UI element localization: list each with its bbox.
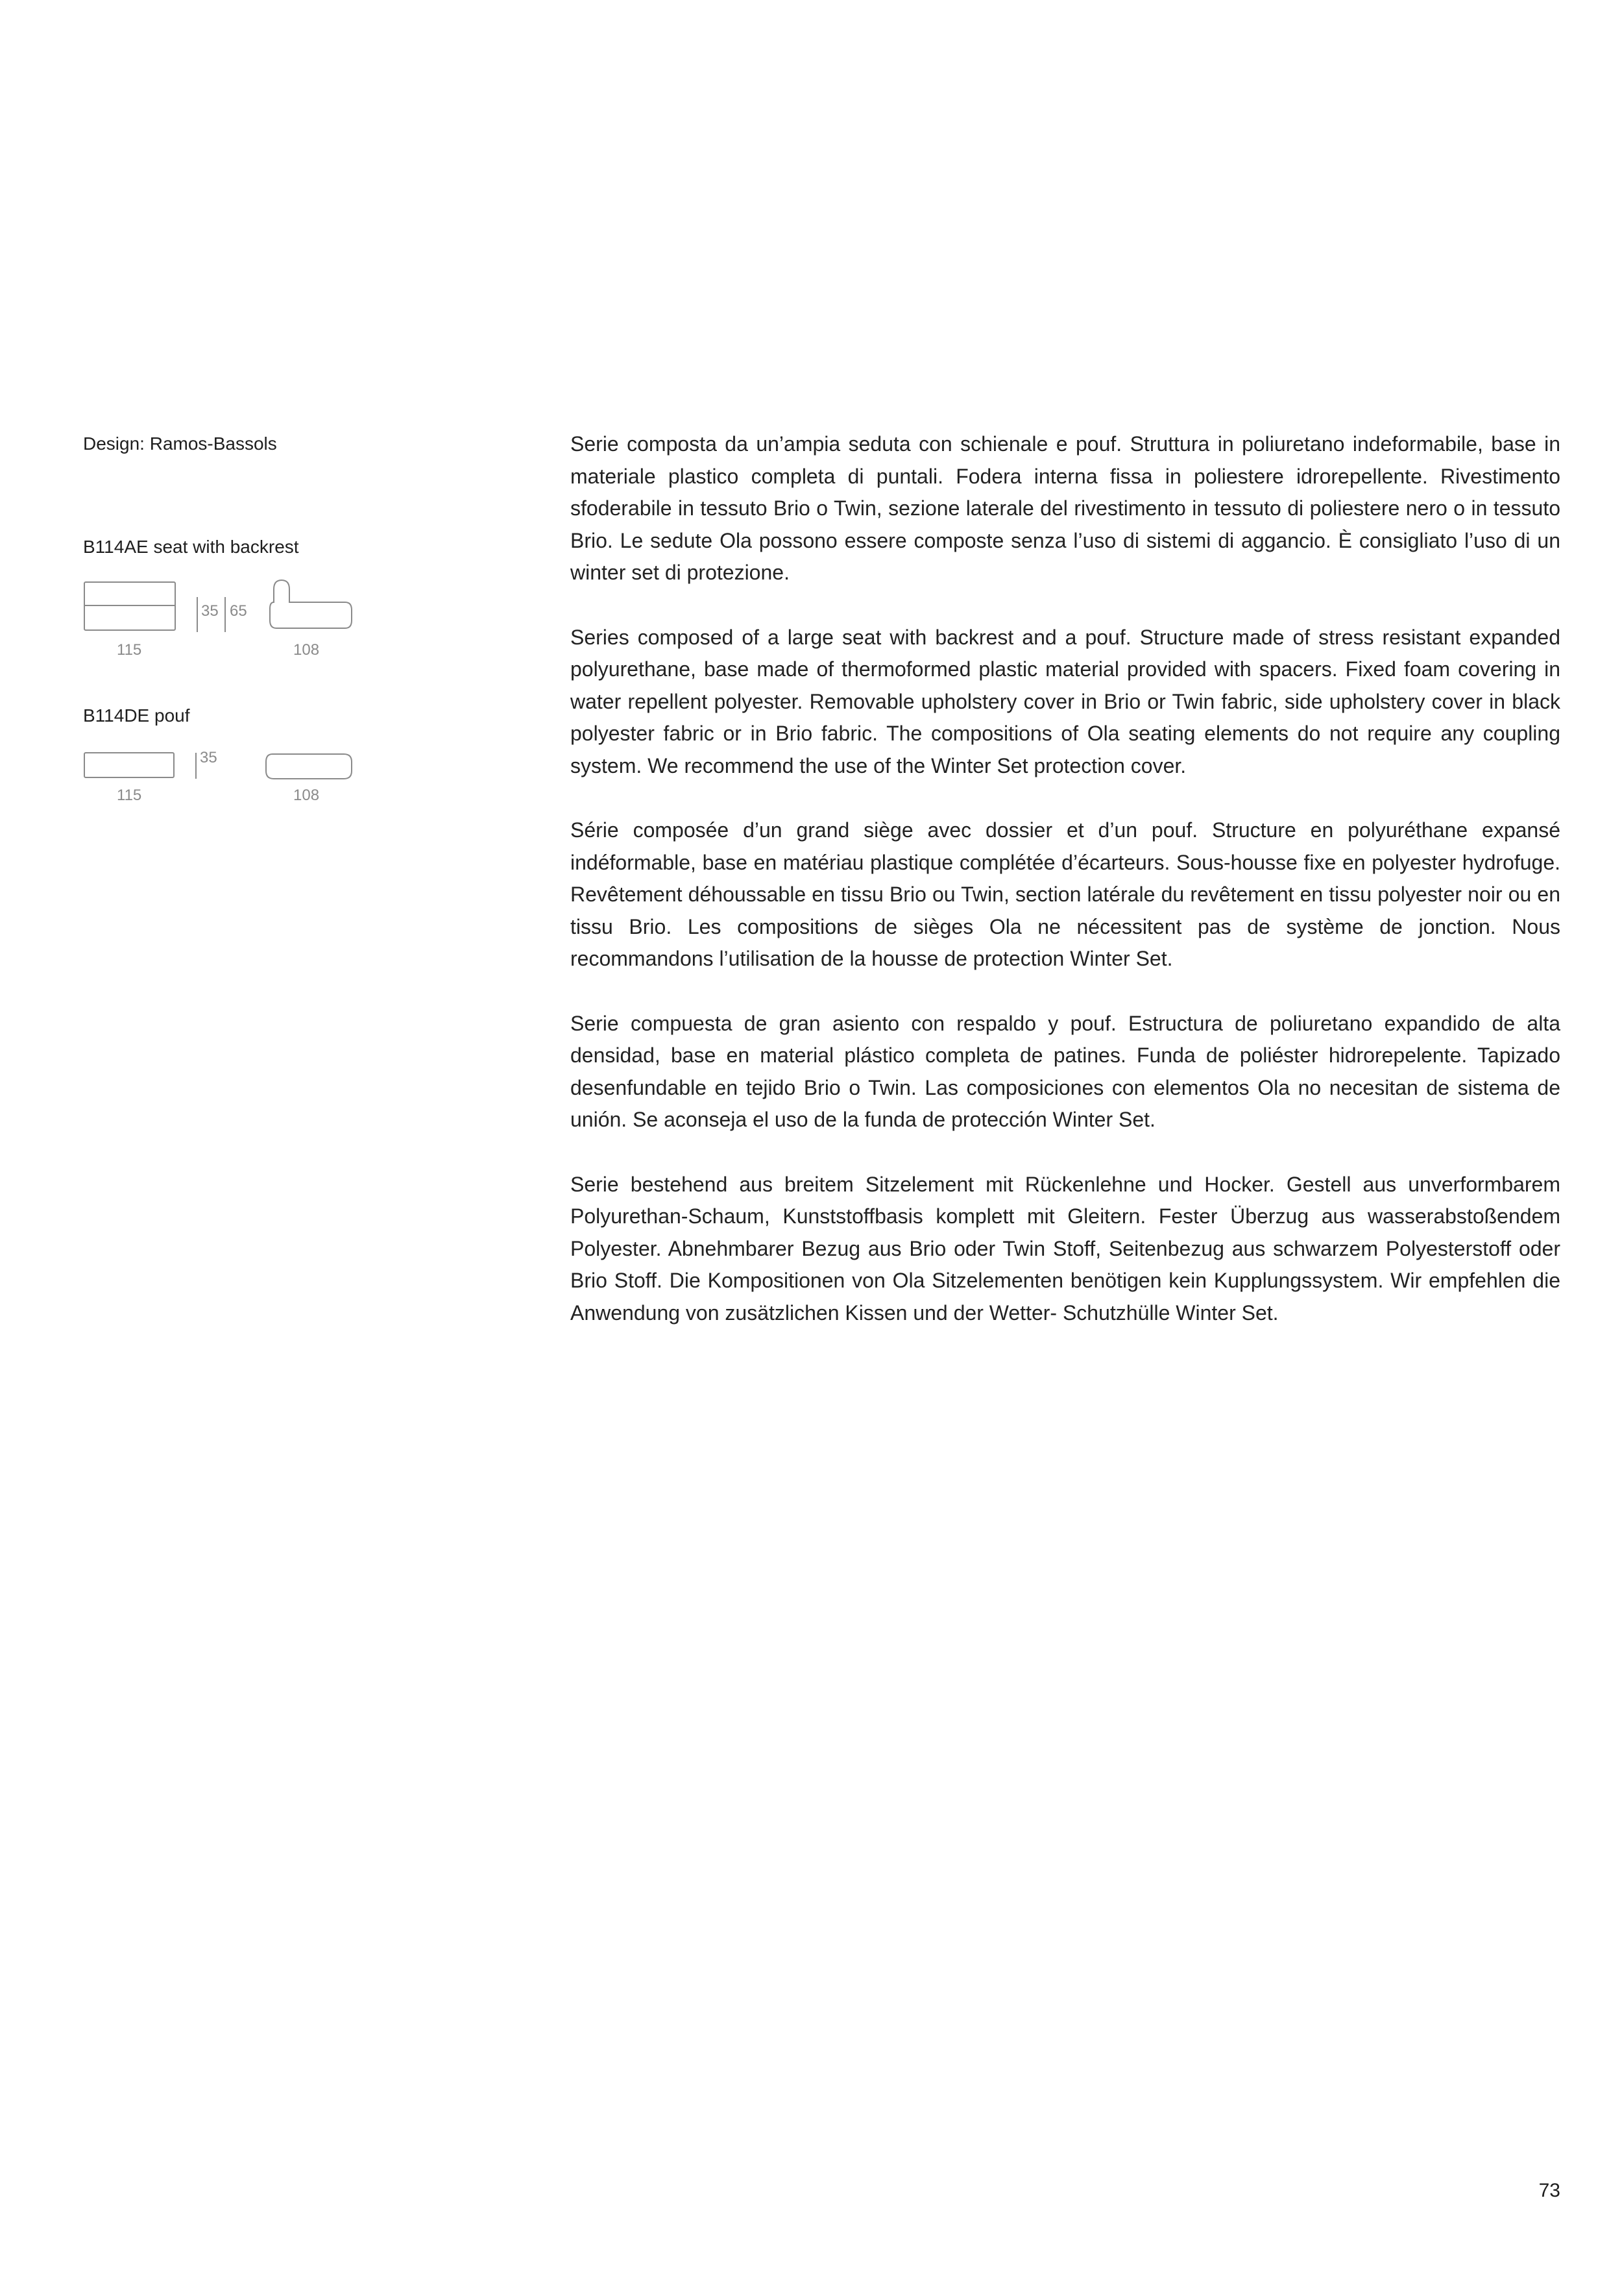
design-credit: Design: Ramos-Bassols bbox=[83, 434, 277, 454]
page-number: 73 bbox=[1538, 2180, 1560, 2201]
seat-top-view-drawing bbox=[83, 581, 177, 633]
pouf-side-view-outline bbox=[266, 754, 352, 779]
pouf-top-view-drawing bbox=[83, 751, 177, 780]
pouf-side-view-drawing bbox=[265, 753, 354, 783]
description-spanish: Serie compuesta de gran asiento con respaldo y pouf. Estructura de poliuretano expandido de alta densidad, base en material plástico completa de patines. Funda de poliéster hidrorepelente. Tapizado desenfundable en tejido Brio o Twin. Las composiciones con elementos Ola no necesitan de sistema de unión. Se aconseja el uso de la funda de protección Winter Set. bbox=[570, 1011, 1560, 1131]
pouf-top-view-outline bbox=[84, 753, 174, 777]
seat-depth-label: 108 bbox=[293, 641, 320, 659]
seat-height-label-35: 35 bbox=[201, 602, 219, 620]
pouf-height-label-35: 35 bbox=[200, 749, 217, 766]
product-title-seat-with-backrest: B114AE seat with backrest bbox=[83, 537, 299, 557]
pouf-width-label: 115 bbox=[117, 787, 142, 804]
description-german: Serie bestehend aus breitem Sitzelement mit Rückenlehne und Hocker. Gestell aus unverformbarem Polyurethan-Schaum, Kunststoffbasis komplett mit Gleitern. Fester Überzug aus wasserabstoßendem Polyester. Abnehmbarer Bezug aus Brio oder Twin Stoff, Seitenbezug aus schwarzem Polyesterstoff oder Brio Stoff. Die Kompositionen von Ola Sitzelementen benötigen kein Kupplungssystem. Wir empfehlen die Anwendung von zusätzlichen Kissen und der Wetter- Schutzhülle Winter Set. bbox=[570, 1172, 1560, 1325]
seat-side-view-drawing bbox=[267, 578, 355, 636]
description-english: Series composed of a large seat with backrest and a pouf. Structure made of stress resistant expanded polyurethane, base made of thermoformed plastic material provided with spacers. Fixed foam covering in water repellent polyester. Removable upholstery cover in Brio or Twin fabric, side upholstery cover in black polyester fabric or in Brio fabric. The compositions of Ola seating elements do not require any coupling system. We recommend the use of the Winter Set protection cover. bbox=[570, 625, 1560, 777]
description bbox=[570, 428, 1560, 1362]
description-italian: Serie composta da un’ampia seduta con schienale e pouf. Struttura in poliuretano indeformabile, base in materiale plastico completa di puntali. Fodera interna fissa in poliestere idrorepellente. Rivestimento sfoderabile in tessuto Brio o Twin, sezione laterale del rivestimento in tessuto di poliestere nero o in tessuto Brio. Le sedute Ola possono essere composte senza l’uso di sistemi di aggancio. È consigliato l’uso di un winter set di protezione. bbox=[570, 432, 1560, 584]
seat-width-label: 115 bbox=[117, 641, 142, 659]
pouf-depth-label: 108 bbox=[293, 787, 320, 804]
seat-height-label-65: 65 bbox=[230, 602, 247, 620]
description-french: Série composée d’un grand siège avec dossier et d’un pouf. Structure en polyuréthane expansé indéformable, base en matériau plastique complétée d’écarteurs. Sous-housse fixe en polyester hydrofuge. Revêtement déhoussable en tissu Brio ou Twin, section latérale du revêtement en tissu polyester noir ou en tissu Brio. Les compositions de sièges Ola ne nécessitent pas de système de jonction. Nous recommandons l’utilisation de la housse de protection Winter Set. bbox=[570, 818, 1560, 970]
product-title-pouf: B114DE pouf bbox=[83, 705, 190, 726]
seat-side-view-outline bbox=[270, 580, 352, 628]
